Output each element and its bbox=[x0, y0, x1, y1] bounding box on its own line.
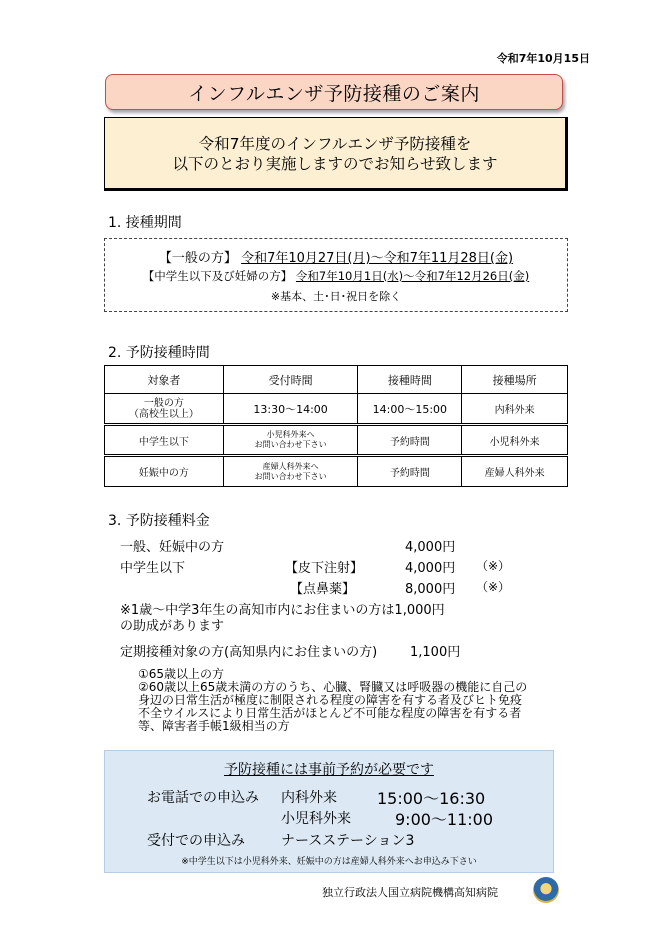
reception-line: お問い合わせ下さい bbox=[254, 471, 327, 481]
table-row bbox=[105, 456, 568, 487]
target-line: 一般の方 bbox=[143, 397, 184, 409]
fee-injection-mark: （※） bbox=[476, 559, 511, 573]
table-row bbox=[105, 394, 568, 425]
section-heading-fees: 3. 予防接種料金 bbox=[108, 513, 210, 529]
reservation-title bbox=[105, 759, 553, 779]
reservation-internal-dept: 内科外来 bbox=[281, 790, 337, 806]
period-junior-dates: 令和7年10月1日(水)～令和7年12月26日(金) bbox=[295, 269, 530, 283]
reservation-pediatric-dept: 小児科外来 bbox=[281, 811, 351, 827]
column-header: 受付時間 bbox=[223, 366, 358, 394]
reservation-phone-label: お電話での申込み bbox=[147, 790, 259, 806]
reservation-pediatric-hours: 9:00～11:00 bbox=[395, 810, 494, 829]
place-cell: 内科外来 bbox=[462, 394, 568, 425]
fee-injection-price: 4,000円 bbox=[405, 561, 456, 576]
reception-line: お問い合わせ下さい bbox=[254, 440, 327, 449]
section-heading-schedule: 2. 予防接種時間 bbox=[108, 345, 210, 361]
target-cell bbox=[105, 394, 224, 425]
period-junior bbox=[105, 268, 567, 284]
fee-junior-label: 中学生以下 bbox=[120, 561, 186, 576]
fee-general-label: 一般、妊娠中の方 bbox=[120, 540, 225, 555]
reservation-note: ※中学生以下は小児科外来、妊娠中の方は産婦人科外来へお申込み下さい bbox=[181, 857, 477, 867]
column-header: 対象者 bbox=[105, 366, 224, 394]
condition-item: ①65歳以上の方 bbox=[138, 667, 225, 681]
reservation-box bbox=[104, 750, 554, 873]
column-header: 接種場所 bbox=[462, 366, 568, 394]
period-general bbox=[105, 247, 567, 266]
intro-line-2: 以下のとおり実施しますのでお知らせ致します bbox=[172, 155, 498, 173]
target-line: （高校生以上） bbox=[128, 408, 199, 420]
reception-cell bbox=[223, 425, 358, 456]
time-cell: 予約時間 bbox=[358, 425, 462, 456]
section-heading-period: 1. 接種期間 bbox=[108, 215, 182, 231]
hospital-logo-icon bbox=[533, 877, 559, 903]
schedule-table-wrap bbox=[104, 365, 568, 487]
intro-line-1: 令和7年度のインフルエンザ予防接種を bbox=[198, 135, 472, 153]
reception-cell bbox=[223, 456, 358, 487]
footer-org: 独立行政法人国立病院機構高知病院 bbox=[322, 886, 498, 899]
period-general-label: 【一般の方】 bbox=[158, 251, 237, 266]
reservation-desk-place: ナースステーション3 bbox=[281, 833, 415, 849]
reception-line: 産婦人科外来へ bbox=[262, 461, 319, 471]
fee-nasal-mark: （※） bbox=[476, 580, 511, 594]
reservation-internal-hours: 15:00～16:30 bbox=[377, 789, 486, 808]
fee-injection-label: 【皮下注射】 bbox=[285, 561, 364, 576]
condition-item: ②60歳以上65歳未満の方のうち、心臓、腎臓又は呼吸器の機能に自己の bbox=[138, 680, 528, 694]
fee-nasal-price: 8,000円 bbox=[405, 582, 456, 597]
subsidy-line: の助成があります bbox=[120, 619, 225, 634]
fee-general-price: 4,000円 bbox=[405, 540, 456, 555]
fee-nasal-label: 【点鼻薬】 bbox=[290, 582, 356, 597]
period-junior-label: 【中学生以下及び妊婦の方】 bbox=[142, 269, 293, 283]
target-cell: 中学生以下 bbox=[105, 425, 224, 456]
intro-box bbox=[104, 117, 568, 191]
schedule-table bbox=[104, 365, 568, 487]
period-general-dates: 令和7年10月27日(月)～令和7年11月28日(金) bbox=[241, 251, 514, 266]
place-cell: 産婦人科外来 bbox=[462, 456, 568, 487]
condition-list bbox=[138, 668, 527, 733]
document-date: 令和7年10月15日 bbox=[496, 52, 590, 65]
page-title: インフルエンザ予防接種のご案内 bbox=[105, 74, 563, 110]
column-header: 接種時間 bbox=[358, 366, 462, 394]
fee-regular-price: 1,100円 bbox=[410, 645, 461, 660]
subsidy-line: ※1歳～中学3年生の高知市内にお住まいの方は1,000円 bbox=[120, 603, 445, 618]
fee-regular-label: 定期接種対象の方(高知県内にお住まいの方) bbox=[120, 645, 378, 660]
place-cell: 小児科外来 bbox=[462, 425, 568, 456]
condition-item: 等、障害者手帳1級相当の方 bbox=[138, 719, 290, 733]
condition-item: 不全ウイルスにより日常生活がほとんど不可能な程度の障害を有する者 bbox=[138, 706, 522, 720]
time-cell: 14:00～15:00 bbox=[358, 394, 462, 425]
reception-cell: 13:30～14:00 bbox=[223, 394, 358, 425]
period-box bbox=[104, 238, 568, 312]
condition-item: 身辺の日常生活が極度に制限される程度の障害を有する者及びヒト免疫 bbox=[138, 693, 523, 707]
target-cell: 妊娠中の方 bbox=[105, 456, 224, 487]
reservation-title-text: 予防接種には事前予約が必要です bbox=[224, 762, 434, 778]
table-row bbox=[105, 425, 568, 456]
period-note: ※基本、土･日･祝日を除く bbox=[270, 290, 402, 303]
time-cell: 予約時間 bbox=[358, 456, 462, 487]
fee-subsidy-note bbox=[120, 603, 445, 635]
table-header-row bbox=[105, 366, 568, 394]
reception-line: 小児科外来へ bbox=[266, 430, 315, 439]
reservation-desk-label: 受付での申込み bbox=[147, 833, 245, 849]
